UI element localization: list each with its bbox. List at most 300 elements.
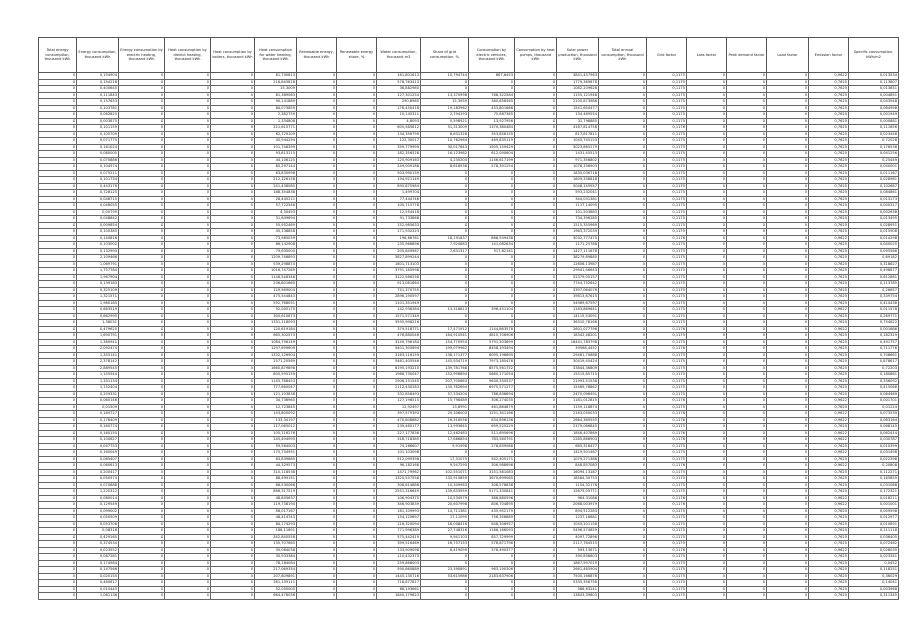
table-cell[interactable]: 0,147566 xyxy=(77,567,119,574)
table-cell[interactable]: 0 xyxy=(211,190,255,197)
table-cell[interactable]: 0 xyxy=(599,170,647,177)
table-cell[interactable]: 0 xyxy=(211,144,255,151)
table-cell[interactable]: 0,105709 xyxy=(77,131,119,138)
table-cell[interactable]: 175,734951 xyxy=(255,450,297,457)
table-cell[interactable]: 0 xyxy=(165,190,211,197)
table-cell[interactable]: 0 xyxy=(39,222,77,229)
table-cell[interactable]: 0 xyxy=(119,125,165,132)
table-cell[interactable]: 171,932223 xyxy=(377,229,421,236)
table-cell[interactable]: 0 xyxy=(767,456,809,463)
table-cell[interactable]: 435,952179 xyxy=(469,508,515,515)
table-cell[interactable]: 0 xyxy=(119,216,165,223)
table-cell[interactable]: 866,317519 xyxy=(255,489,297,496)
table-cell[interactable]: 0,1175 xyxy=(647,177,687,184)
table-cell[interactable]: 17,471912 xyxy=(421,326,469,333)
table-cell[interactable]: 0,100385 xyxy=(77,229,119,236)
table-cell[interactable]: 0 xyxy=(297,534,337,541)
table-cell[interactable]: 10,762964 xyxy=(421,138,469,145)
table-cell[interactable]: 0 xyxy=(297,547,337,554)
table-cell[interactable]: 0,1175 xyxy=(647,593,687,600)
table-cell[interactable]: 85,297144 xyxy=(255,164,297,171)
table-cell[interactable]: 0 xyxy=(767,391,809,398)
table-cell[interactable]: 0 xyxy=(297,580,337,587)
table-cell[interactable]: 1,321571 xyxy=(77,294,119,301)
table-cell[interactable]: 0 xyxy=(297,229,337,236)
table-cell[interactable]: 0,013534 xyxy=(849,73,899,80)
table-cell[interactable]: 0 xyxy=(687,365,727,372)
table-cell[interactable]: 0,9622 xyxy=(809,430,849,437)
table-cell[interactable]: 0 xyxy=(165,320,211,327)
table-cell[interactable]: 0,7625 xyxy=(809,164,849,171)
table-cell[interactable]: 0 xyxy=(337,339,377,346)
table-cell[interactable]: 0 xyxy=(39,476,77,483)
table-cell[interactable]: 0 xyxy=(767,359,809,366)
table-cell[interactable]: 0 xyxy=(599,326,647,333)
table-cell[interactable]: 0 xyxy=(119,541,165,548)
table-cell[interactable]: 0 xyxy=(767,118,809,125)
table-cell[interactable]: 310,118538 xyxy=(255,469,297,476)
table-cell[interactable]: 0 xyxy=(727,372,767,379)
table-cell[interactable]: 0 xyxy=(297,411,337,418)
table-cell[interactable]: 586,63241 xyxy=(557,586,599,593)
table-cell[interactable]: 0 xyxy=(337,177,377,184)
table-cell[interactable]: 0 xyxy=(599,229,647,236)
table-cell[interactable]: 0,1175 xyxy=(647,307,687,314)
table-cell[interactable]: 0,7625 xyxy=(809,294,849,301)
table-cell[interactable]: 0 xyxy=(599,313,647,320)
table-cell[interactable]: 0 xyxy=(297,391,337,398)
table-cell[interactable]: 13,927956 xyxy=(469,118,515,125)
table-cell[interactable]: 0 xyxy=(469,170,515,177)
table-cell[interactable]: 0 xyxy=(165,398,211,405)
table-cell[interactable]: 0 xyxy=(687,346,727,353)
table-cell[interactable]: 0 xyxy=(469,190,515,197)
table-cell[interactable]: 0,7625 xyxy=(809,424,849,431)
table-cell[interactable]: 17,686854 xyxy=(421,437,469,444)
table-cell[interactable]: 0 xyxy=(165,391,211,398)
table-cell[interactable]: 0 xyxy=(599,300,647,307)
table-cell[interactable]: 1779,369878 xyxy=(557,79,599,86)
table-cell[interactable]: 578,391254 xyxy=(469,164,515,171)
table-cell[interactable]: 0 xyxy=(297,177,337,184)
table-cell[interactable]: 0 xyxy=(39,534,77,541)
table-cell[interactable]: 0 xyxy=(119,86,165,93)
table-cell[interactable]: 0 xyxy=(297,164,337,171)
table-cell[interactable]: 0,000881 xyxy=(849,118,899,125)
table-cell[interactable]: 0 xyxy=(515,235,557,242)
table-cell[interactable]: 0,1175 xyxy=(647,528,687,535)
table-cell[interactable]: 0 xyxy=(337,209,377,216)
table-cell[interactable]: 0 xyxy=(297,515,337,522)
table-cell[interactable]: 0 xyxy=(165,170,211,177)
table-cell[interactable]: 0 xyxy=(727,385,767,392)
table-cell[interactable]: 0 xyxy=(211,378,255,385)
table-cell[interactable]: 0,9622 xyxy=(809,463,849,470)
table-cell[interactable]: 2601,077796 xyxy=(557,326,599,333)
table-cell[interactable]: 0 xyxy=(599,495,647,502)
table-cell[interactable]: 138,171377 xyxy=(421,352,469,359)
table-cell[interactable]: 0,1175 xyxy=(647,320,687,327)
table-cell[interactable]: 0 xyxy=(337,216,377,223)
table-cell[interactable]: 120,619184 xyxy=(255,326,297,333)
table-cell[interactable]: 0 xyxy=(727,300,767,307)
table-cell[interactable]: 1,690791 xyxy=(77,333,119,340)
table-cell[interactable]: 12,723845 xyxy=(255,404,297,411)
table-cell[interactable]: 0,7625 xyxy=(809,443,849,450)
table-cell[interactable]: 0 xyxy=(165,300,211,307)
table-cell[interactable]: 0,1175 xyxy=(647,196,687,203)
table-cell[interactable]: 0,26657 xyxy=(849,287,899,294)
table-cell[interactable]: 0 xyxy=(767,404,809,411)
table-cell[interactable]: 0 xyxy=(39,242,77,249)
table-cell[interactable]: 139,781768 xyxy=(421,365,469,372)
table-cell[interactable]: 0 xyxy=(165,502,211,509)
table-cell[interactable]: 0 xyxy=(515,476,557,483)
table-cell[interactable]: 0,102687 xyxy=(849,183,899,190)
table-cell[interactable]: 0 xyxy=(337,404,377,411)
table-cell[interactable]: 503,990159 xyxy=(377,170,421,177)
table-cell[interactable]: 0,1175 xyxy=(647,118,687,125)
table-cell[interactable]: 0,085407 xyxy=(77,456,119,463)
table-cell[interactable]: 4167,814758 xyxy=(557,125,599,132)
table-cell[interactable]: 0,7625 xyxy=(809,378,849,385)
table-cell[interactable]: 0 xyxy=(599,573,647,580)
table-cell[interactable]: 0 xyxy=(421,216,469,223)
table-cell[interactable]: 0 xyxy=(297,274,337,281)
table-cell[interactable]: 0,7625 xyxy=(809,86,849,93)
table-cell[interactable]: 0 xyxy=(165,586,211,593)
table-cell[interactable]: 15515,85715 xyxy=(557,372,599,379)
table-cell[interactable]: 18342,48201 xyxy=(557,333,599,340)
table-cell[interactable]: 5496,574859 xyxy=(557,528,599,535)
table-cell[interactable]: 0 xyxy=(515,346,557,353)
table-cell[interactable]: 0 xyxy=(39,131,77,138)
table-cell[interactable]: 0 xyxy=(119,313,165,320)
table-cell[interactable]: 0 xyxy=(165,489,211,496)
table-cell[interactable]: 0,708661 xyxy=(849,352,899,359)
table-cell[interactable]: 1,155544 xyxy=(77,372,119,379)
table-cell[interactable]: 0,028981 xyxy=(849,177,899,184)
table-cell[interactable]: 0 xyxy=(337,541,377,548)
table-cell[interactable]: 0 xyxy=(599,391,647,398)
table-cell[interactable]: 593,232041 xyxy=(557,190,599,197)
table-cell[interactable]: 0,7625 xyxy=(809,339,849,346)
table-cell[interactable]: 665,316477 xyxy=(557,443,599,450)
table-cell[interactable]: 0 xyxy=(515,112,557,119)
table-cell[interactable]: 0 xyxy=(687,476,727,483)
table-cell[interactable]: 0,728125 xyxy=(77,190,119,197)
table-cell[interactable]: 0 xyxy=(297,216,337,223)
table-cell[interactable]: 0 xyxy=(727,489,767,496)
table-cell[interactable]: 0 xyxy=(337,125,377,132)
table-cell[interactable]: 0 xyxy=(599,157,647,164)
table-cell[interactable]: 0,7625 xyxy=(809,359,849,366)
table-cell[interactable]: 0,101734 xyxy=(77,177,119,184)
table-cell[interactable]: 0 xyxy=(727,378,767,385)
table-cell[interactable]: 0 xyxy=(515,177,557,184)
table-cell[interactable]: 0 xyxy=(469,593,515,600)
table-cell[interactable]: 0 xyxy=(687,79,727,86)
table-cell[interactable]: 0 xyxy=(119,495,165,502)
table-cell[interactable]: 0 xyxy=(515,339,557,346)
table-cell[interactable]: 0 xyxy=(687,99,727,106)
table-cell[interactable]: 0 xyxy=(515,196,557,203)
table-cell[interactable]: 101,103098 xyxy=(377,450,421,457)
table-cell[interactable]: 1,380941 xyxy=(77,339,119,346)
table-cell[interactable]: 397,579393 xyxy=(377,411,421,418)
table-cell[interactable]: 0 xyxy=(39,482,77,489)
table-cell[interactable]: 0 xyxy=(727,326,767,333)
table-cell[interactable]: 0 xyxy=(767,352,809,359)
column-header[interactable]: Solar power production, thousand kWh xyxy=(557,38,599,73)
table-cell[interactable]: 0,7625 xyxy=(809,560,849,567)
table-cell[interactable]: 0 xyxy=(337,144,377,151)
table-cell[interactable]: 0 xyxy=(297,398,337,405)
table-cell[interactable]: 0,003875 xyxy=(77,118,119,125)
table-cell[interactable]: 0,7625 xyxy=(809,222,849,229)
table-cell[interactable]: 0 xyxy=(165,359,211,366)
table-cell[interactable]: 0 xyxy=(421,170,469,177)
table-cell[interactable]: 0 xyxy=(165,242,211,249)
table-cell[interactable]: 0 xyxy=(727,346,767,353)
table-cell[interactable]: 0 xyxy=(515,216,557,223)
table-cell[interactable]: 857,729999 xyxy=(469,534,515,541)
table-cell[interactable]: 0 xyxy=(767,203,809,210)
table-cell[interactable]: 0 xyxy=(119,105,165,112)
table-cell[interactable]: 475,544843 xyxy=(255,294,297,301)
table-cell[interactable]: 0 xyxy=(165,86,211,93)
table-cell[interactable]: 0 xyxy=(39,469,77,476)
table-cell[interactable]: 0 xyxy=(421,190,469,197)
table-cell[interactable]: 1445,130716 xyxy=(377,573,421,580)
table-cell[interactable]: 0 xyxy=(767,320,809,327)
table-cell[interactable]: 0 xyxy=(297,443,337,450)
table-cell[interactable]: 0 xyxy=(297,378,337,385)
table-cell[interactable]: 0 xyxy=(687,359,727,366)
table-cell[interactable]: 0,001001 xyxy=(849,502,899,509)
table-cell[interactable]: 0,084861 xyxy=(849,190,899,197)
table-cell[interactable]: 0,7625 xyxy=(809,313,849,320)
table-cell[interactable]: 0 xyxy=(767,541,809,548)
table-cell[interactable]: 0 xyxy=(39,404,77,411)
table-cell[interactable]: 8,631328 xyxy=(421,131,469,138)
table-cell[interactable]: 0 xyxy=(39,287,77,294)
table-cell[interactable]: 0 xyxy=(515,352,557,359)
table-cell[interactable]: 306,988696 xyxy=(469,463,515,470)
table-cell[interactable]: 0 xyxy=(767,164,809,171)
table-cell[interactable]: 0 xyxy=(211,404,255,411)
table-cell[interactable]: 0 xyxy=(687,229,727,236)
table-cell[interactable]: 0,104574 xyxy=(77,164,119,171)
table-cell[interactable]: 0 xyxy=(39,593,77,600)
table-cell[interactable]: 68,193661 xyxy=(377,586,421,593)
table-cell[interactable]: 0 xyxy=(297,508,337,515)
table-cell[interactable]: 0 xyxy=(165,515,211,522)
table-cell[interactable]: 2,794193 xyxy=(421,112,469,119)
table-cell[interactable]: 0 xyxy=(599,125,647,132)
table-cell[interactable]: 121,103838 xyxy=(255,391,297,398)
table-cell[interactable]: 81,790813 xyxy=(255,73,297,80)
table-cell[interactable]: 0 xyxy=(165,105,211,112)
table-cell[interactable]: 0,7625 xyxy=(809,177,849,184)
table-cell[interactable]: 0 xyxy=(297,456,337,463)
table-cell[interactable]: 1078,336903 xyxy=(557,164,599,171)
table-cell[interactable]: 0,1175 xyxy=(647,248,687,255)
table-cell[interactable]: 0,1175 xyxy=(647,92,687,99)
table-cell[interactable]: 0 xyxy=(687,443,727,450)
table-cell[interactable]: 0 xyxy=(211,411,255,418)
table-cell[interactable]: 0 xyxy=(515,573,557,580)
table-cell[interactable]: 0,1175 xyxy=(647,164,687,171)
table-cell[interactable]: 0 xyxy=(687,411,727,418)
table-cell[interactable]: 9630,330537 xyxy=(469,378,515,385)
table-cell[interactable]: 0 xyxy=(165,437,211,444)
table-cell[interactable]: 221,615771 xyxy=(255,125,297,132)
table-cell[interactable]: 0 xyxy=(297,333,337,340)
table-cell[interactable]: 5048,145957 xyxy=(557,183,599,190)
table-cell[interactable]: 0 xyxy=(211,183,255,190)
table-cell[interactable]: 0 xyxy=(39,229,77,236)
table-cell[interactable]: 308,614886 xyxy=(377,482,421,489)
table-cell[interactable]: 517,82141 xyxy=(469,248,515,255)
table-cell[interactable]: 0 xyxy=(165,476,211,483)
table-cell[interactable]: 1159,118874 xyxy=(557,404,599,411)
table-cell[interactable]: 0 xyxy=(39,385,77,392)
table-cell[interactable]: 0 xyxy=(515,547,557,554)
table-cell[interactable]: 0,040001 xyxy=(849,164,899,171)
table-cell[interactable]: 0 xyxy=(297,450,337,457)
table-cell[interactable]: 593,13671 xyxy=(557,547,599,554)
table-cell[interactable]: 0 xyxy=(767,326,809,333)
table-cell[interactable]: 0,7625 xyxy=(809,79,849,86)
table-cell[interactable]: 0 xyxy=(687,261,727,268)
table-cell[interactable]: 0,72028 xyxy=(849,138,899,145)
table-cell[interactable]: 2664,369555 xyxy=(557,417,599,424)
table-cell[interactable]: 0 xyxy=(297,112,337,119)
table-cell[interactable]: 0,1175 xyxy=(647,86,687,93)
table-cell[interactable]: 0 xyxy=(165,541,211,548)
column-header[interactable]: Loss factor xyxy=(687,38,727,73)
table-cell[interactable]: 0 xyxy=(421,450,469,457)
table-cell[interactable]: 0 xyxy=(515,294,557,301)
table-cell[interactable]: 0 xyxy=(515,411,557,418)
table-cell[interactable]: 79,635005 xyxy=(255,248,297,255)
table-cell[interactable]: 0 xyxy=(515,482,557,489)
table-cell[interactable]: 0 xyxy=(119,573,165,580)
table-cell[interactable]: 5335,356758 xyxy=(557,580,599,587)
table-cell[interactable]: 0 xyxy=(297,476,337,483)
table-cell[interactable]: 0 xyxy=(297,99,337,106)
table-cell[interactable]: 0 xyxy=(599,586,647,593)
table-cell[interactable]: 0 xyxy=(211,268,255,275)
table-cell[interactable]: 0 xyxy=(421,261,469,268)
table-cell[interactable]: 0 xyxy=(337,437,377,444)
table-cell[interactable]: 0 xyxy=(515,281,557,288)
table-cell[interactable]: 0 xyxy=(165,534,211,541)
table-cell[interactable]: 0 xyxy=(421,183,469,190)
table-cell[interactable]: 1419,501467 xyxy=(557,450,599,457)
table-cell[interactable]: 0 xyxy=(211,365,255,372)
table-cell[interactable]: 0,113807 xyxy=(849,79,899,86)
table-cell[interactable]: 0 xyxy=(687,580,727,587)
table-cell[interactable]: 0,7625 xyxy=(809,229,849,236)
table-cell[interactable]: 3595,998216 xyxy=(377,320,421,327)
table-cell[interactable]: 0 xyxy=(119,131,165,138)
table-cell[interactable]: 0 xyxy=(39,541,77,548)
table-cell[interactable]: 0 xyxy=(211,541,255,548)
table-cell[interactable]: 0 xyxy=(767,196,809,203)
table-cell[interactable]: 0,7625 xyxy=(809,333,849,340)
table-cell[interactable]: 188,354838 xyxy=(255,190,297,197)
table-cell[interactable]: 5461,405546 xyxy=(377,359,421,366)
table-cell[interactable]: 0 xyxy=(687,274,727,281)
table-cell[interactable]: 0 xyxy=(727,365,767,372)
table-cell[interactable]: 0 xyxy=(297,79,337,86)
table-cell[interactable]: 0 xyxy=(687,203,727,210)
table-cell[interactable]: 0 xyxy=(687,92,727,99)
table-cell[interactable]: 0,1176 xyxy=(647,326,687,333)
table-cell[interactable]: 0 xyxy=(297,86,337,93)
table-cell[interactable]: 0 xyxy=(39,502,77,509)
table-cell[interactable]: 7500,166876 xyxy=(557,573,599,580)
table-cell[interactable]: 0 xyxy=(119,521,165,528)
table-cell[interactable]: 0 xyxy=(599,352,647,359)
table-cell[interactable]: 0 xyxy=(119,138,165,145)
table-cell[interactable]: 0 xyxy=(727,463,767,470)
table-cell[interactable]: 84,174293 xyxy=(255,521,297,528)
table-cell[interactable]: 14,711381 xyxy=(421,508,469,515)
table-cell[interactable]: 0,7625 xyxy=(809,554,849,561)
table-cell[interactable]: 0 xyxy=(687,554,727,561)
table-cell[interactable]: 1045,745153 xyxy=(557,138,599,145)
table-cell[interactable]: 0 xyxy=(599,268,647,275)
table-cell[interactable]: 0 xyxy=(211,307,255,314)
table-cell[interactable]: 834,896136 xyxy=(469,417,515,424)
table-cell[interactable]: 0 xyxy=(599,404,647,411)
table-cell[interactable]: 21993,51938 xyxy=(557,378,599,385)
table-cell[interactable]: 0 xyxy=(727,203,767,210)
table-cell[interactable]: 0,013495 xyxy=(849,216,899,223)
table-cell[interactable]: 0 xyxy=(297,554,337,561)
table-cell[interactable]: 0 xyxy=(337,300,377,307)
table-cell[interactable]: 0 xyxy=(727,196,767,203)
table-cell[interactable]: 259,868003 xyxy=(377,560,421,567)
table-cell[interactable]: 0 xyxy=(687,326,727,333)
table-cell[interactable]: 0 xyxy=(687,417,727,424)
table-cell[interactable]: 0 xyxy=(687,437,727,444)
table-cell[interactable]: 0 xyxy=(211,326,255,333)
table-cell[interactable]: 0,443176 xyxy=(77,183,119,190)
table-cell[interactable]: 3670,699065 xyxy=(469,476,515,483)
table-cell[interactable]: 0 xyxy=(727,242,767,249)
table-cell[interactable]: 0,041256 xyxy=(849,151,899,158)
table-cell[interactable]: 0 xyxy=(211,320,255,327)
table-cell[interactable]: 0 xyxy=(767,508,809,515)
table-cell[interactable]: 0 xyxy=(599,437,647,444)
table-cell[interactable]: 0 xyxy=(119,320,165,327)
table-cell[interactable]: 75,687365 xyxy=(469,112,515,119)
table-cell[interactable]: 0 xyxy=(767,521,809,528)
table-cell[interactable]: 0 xyxy=(337,469,377,476)
table-cell[interactable]: 227,177836 xyxy=(377,430,421,437)
table-cell[interactable]: 0 xyxy=(119,554,165,561)
table-cell[interactable]: 0 xyxy=(767,547,809,554)
table-cell[interactable]: 0 xyxy=(727,560,767,567)
table-cell[interactable]: 0 xyxy=(515,144,557,151)
table-cell[interactable]: 2906,151545 xyxy=(377,378,421,385)
table-cell[interactable]: 0,180861 xyxy=(849,372,899,379)
table-cell[interactable]: 5660,171054 xyxy=(469,372,515,379)
